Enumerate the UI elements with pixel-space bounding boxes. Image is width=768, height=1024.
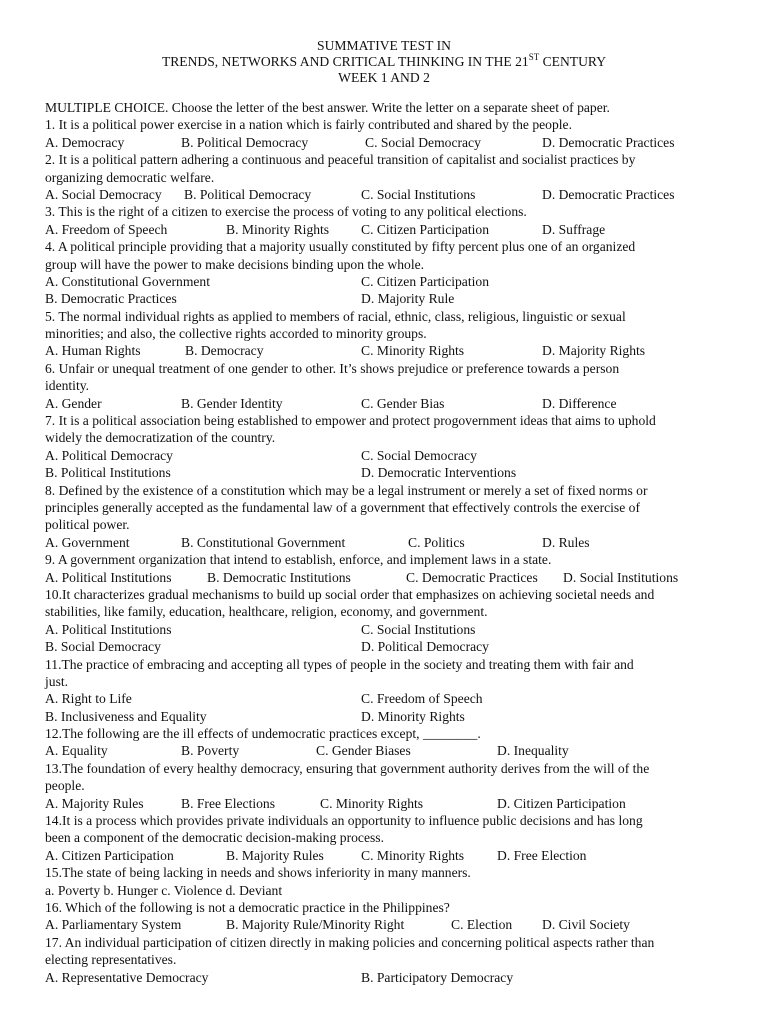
q4-option-b: B. Democratic Practices <box>45 291 177 307</box>
question-7-options-row-1 <box>45 447 735 464</box>
q2-option-c: C. Social Institutions <box>361 186 476 202</box>
q17-option-b: B. Participatory Democracy <box>361 969 514 985</box>
q12-option-d: D. Inequality <box>497 743 569 759</box>
instructions: MULTIPLE CHOICE. Choose the letter of the best answer. Write the letter on a separate sheet of paper. <box>45 100 610 115</box>
q9-option-b: B. Democratic Institutions <box>207 569 351 585</box>
q4-option-a: A. Constitutional Government <box>45 273 210 289</box>
question-13-text-1: 13.The foundation of every healthy democracy, ensuring that government authority derives from the will of the <box>45 760 650 776</box>
q3-option-c: C. Citizen Participation <box>361 221 489 237</box>
question-11-options-row-2 <box>45 708 735 725</box>
question-11-options-row-1 <box>45 690 735 707</box>
q13-option-c: C. Minority Rights <box>320 795 424 811</box>
question-12-options <box>45 742 735 759</box>
question-13-options <box>45 795 735 812</box>
question-17-text-2: electing representatives. <box>45 952 177 968</box>
q13-option-a: A. Majority Rules <box>45 795 144 811</box>
q2-option-b: B. Political Democracy <box>184 186 312 202</box>
question-16-options <box>45 916 735 933</box>
question-11-text-1: 11.The practice of embracing and accepting all types of people in the society and treating them with fair and <box>45 656 634 672</box>
q17-option-a: A. Representative Democracy <box>45 969 209 985</box>
q14-option-c: C. Minority Rights <box>361 847 465 863</box>
q11-option-c: C. Freedom of Speech <box>361 691 483 707</box>
q5-option-c: C. Minority Rights <box>361 343 465 359</box>
q9-option-c: C. Democratic Practices <box>406 569 538 585</box>
question-11-text-2: just. <box>45 673 69 689</box>
q9-option-d: D. Social Institutions <box>563 569 679 585</box>
q1-option-d: D. Democratic Practices <box>542 134 675 150</box>
q7-option-c: C. Social Democracy <box>361 447 477 463</box>
question-8-text-1: 8. Defined by the existence of a constitution which may be a legal instrument or merely a set of fixed norms or <box>45 482 648 498</box>
q10-option-b: B. Social Democracy <box>45 639 161 655</box>
q1-option-a: A. Democracy <box>45 134 125 150</box>
question-2-text-1: 2. It is a political pattern adhering a continuous and peaceful transition of capitalist and socialist practices by <box>45 152 636 168</box>
question-9-text: 9. A government organization that intend to establish, enforce, and implement laws in a state. <box>45 552 552 568</box>
q3-option-a: A. Freedom of Speech <box>45 221 168 237</box>
q11-option-d: D. Minority Rights <box>361 708 465 724</box>
question-3-text: 3. This is the right of a citizen to exercise the process of voting to any political elections. <box>45 204 527 220</box>
q1-option-c: C. Social Democracy <box>365 134 481 150</box>
q8-option-c: C. Politics <box>408 534 465 550</box>
q5-option-d: D. Majority Rights <box>542 343 646 359</box>
question-10-options-row-1 <box>45 621 735 638</box>
q11-option-a: A. Right to Life <box>45 691 132 707</box>
q12-option-a: A. Equality <box>45 743 108 759</box>
q10-option-c: C. Social Institutions <box>361 621 476 637</box>
q6-option-a: A. Gender <box>45 395 102 411</box>
q6-option-c: C. Gender Bias <box>361 395 445 411</box>
q2-option-d: D. Democratic Practices <box>542 186 675 202</box>
question-4-text-1: 4. A political principle providing that a majority usually constituted by fifty percent plus one of an organized <box>45 239 636 255</box>
q14-option-a: A. Citizen Participation <box>45 847 174 863</box>
question-5-text-2: minorities; and also, the collective rights accorded to minority groups. <box>45 326 427 342</box>
q3-option-d: D. Suffrage <box>542 221 606 237</box>
question-14-text-1: 14.It is a process which provides private individuals an opportunity to influence public decisions and has long <box>45 813 643 829</box>
question-1-text: 1. It is a political power exercise in a nation which is fairly contributed and shared by the people. <box>45 117 572 133</box>
q5-option-b: B. Democracy <box>185 343 264 359</box>
question-1-options <box>45 134 735 151</box>
title-superscript: ST <box>528 52 540 62</box>
question-7-options-row-2 <box>45 464 735 481</box>
question-7-text-2: widely the democratization of the country. <box>45 430 276 446</box>
title-line-3: WEEK 1 AND 2 <box>338 70 430 85</box>
question-5-text-1: 5. The normal individual rights as applied to members of racial, ethnic, class, religious, linguistic or sexual <box>45 308 626 324</box>
q1-option-b: B. Political Democracy <box>181 134 309 150</box>
q10-option-d: D. Political Democracy <box>361 639 489 655</box>
q2-option-a: A. Social Democracy <box>45 186 162 202</box>
q7-option-d: D. Democratic Interventions <box>361 465 517 481</box>
question-5-options <box>45 342 735 359</box>
q6-option-b: B. Gender Identity <box>181 395 283 411</box>
q4-option-c: C. Citizen Participation <box>361 273 489 289</box>
q4-option-d: D. Majority Rule <box>361 291 455 307</box>
q14-option-d: D. Free Election <box>497 847 587 863</box>
title-line-2-main: TRENDS, NETWORKS AND CRITICAL THINKING IN THE 21 <box>161 54 529 69</box>
title-line-1: SUMMATIVE TEST IN <box>317 38 451 53</box>
q5-option-a: A. Human Rights <box>45 343 141 359</box>
q13-option-b: B. Free Elections <box>181 795 276 811</box>
question-2-options <box>45 186 735 203</box>
q14-option-b: B. Majority Rules <box>226 847 324 863</box>
question-15-text: 15.The state of being lacking in needs and shows inferiority in many manners. <box>45 865 471 881</box>
q10-option-a: A. Political Institutions <box>45 621 172 637</box>
title-line-2 <box>0 54 768 70</box>
question-2-text-2: organizing democratic welfare. <box>45 169 215 185</box>
q3-option-b: B. Minority Rights <box>226 221 330 237</box>
question-14-options <box>45 847 735 864</box>
question-17-text-1: 17. An individual participation of citizen directly in making policies and concerning political aspects rather than <box>45 934 655 950</box>
question-12-text: 12.The following are the ill effects of undemocratic practices except, ________. <box>45 726 481 742</box>
question-6-options <box>45 395 735 412</box>
q7-option-a: A. Political Democracy <box>45 447 173 463</box>
q8-option-a: A. Government <box>45 534 130 550</box>
question-13-text-2: people. <box>45 778 85 794</box>
question-16-text: 16. Which of the following is not a democratic practice in the Philippines? <box>45 899 450 915</box>
question-10-text-1: 10.It characterizes gradual mechanisms to build up social order that emphasizes on achieving societal needs and <box>45 586 655 602</box>
question-17-options <box>45 969 735 986</box>
q12-option-b: B. Poverty <box>181 743 240 759</box>
q16-option-c: C. Election <box>451 917 513 933</box>
q16-option-d: D. Civil Society <box>542 917 630 933</box>
question-10-text-2: stabilities, like family, education, healthcare, religion, economy, and government. <box>45 604 488 620</box>
q13-option-d: D. Citizen Participation <box>497 795 626 811</box>
question-8-text-2: principles generally accepted as the fundamental law of a government that effectively controls the exercise of <box>45 499 640 515</box>
question-6-text-1: 6. Unfair or unequal treatment of one gender to other. It’s shows prejudice or preference towards a person <box>45 360 620 376</box>
question-6-text-2: identity. <box>45 378 90 394</box>
question-4-options-row-2 <box>45 290 735 307</box>
q8-option-b: B. Constitutional Government <box>181 534 346 550</box>
q16-option-a: A. Parliamentary System <box>45 917 182 933</box>
q11-option-b: B. Inclusiveness and Equality <box>45 708 207 724</box>
question-4-options-row-1 <box>45 273 735 290</box>
question-8-text-3: political power. <box>45 517 130 533</box>
question-8-options <box>45 534 735 551</box>
test-body <box>45 99 735 986</box>
document-header <box>0 0 768 86</box>
title-line-2-end: CENTURY <box>539 54 607 69</box>
question-10-options-row-2 <box>45 638 735 655</box>
q6-option-d: D. Difference <box>542 395 617 411</box>
question-14-text-2: been a component of the democratic decision-making process. <box>45 830 384 846</box>
question-7-text-1: 7. It is a political association being established to empower and protect progovernment ideas that aims to uphold <box>45 413 656 429</box>
q16-option-b: B. Majority Rule/Minority Right <box>226 917 405 933</box>
q8-option-d: D. Rules <box>542 534 590 550</box>
question-4-text-2: group will have the power to make decisions binding upon the whole. <box>45 256 425 272</box>
q12-option-c: C. Gender Biases <box>316 743 411 759</box>
question-3-options <box>45 221 735 238</box>
question-15-options: a. Poverty b. Hunger c. Violence d. Deviant <box>45 882 283 898</box>
q7-option-b: B. Political Institutions <box>45 465 171 481</box>
q9-option-a: A. Political Institutions <box>45 569 172 585</box>
question-9-options <box>45 569 735 586</box>
